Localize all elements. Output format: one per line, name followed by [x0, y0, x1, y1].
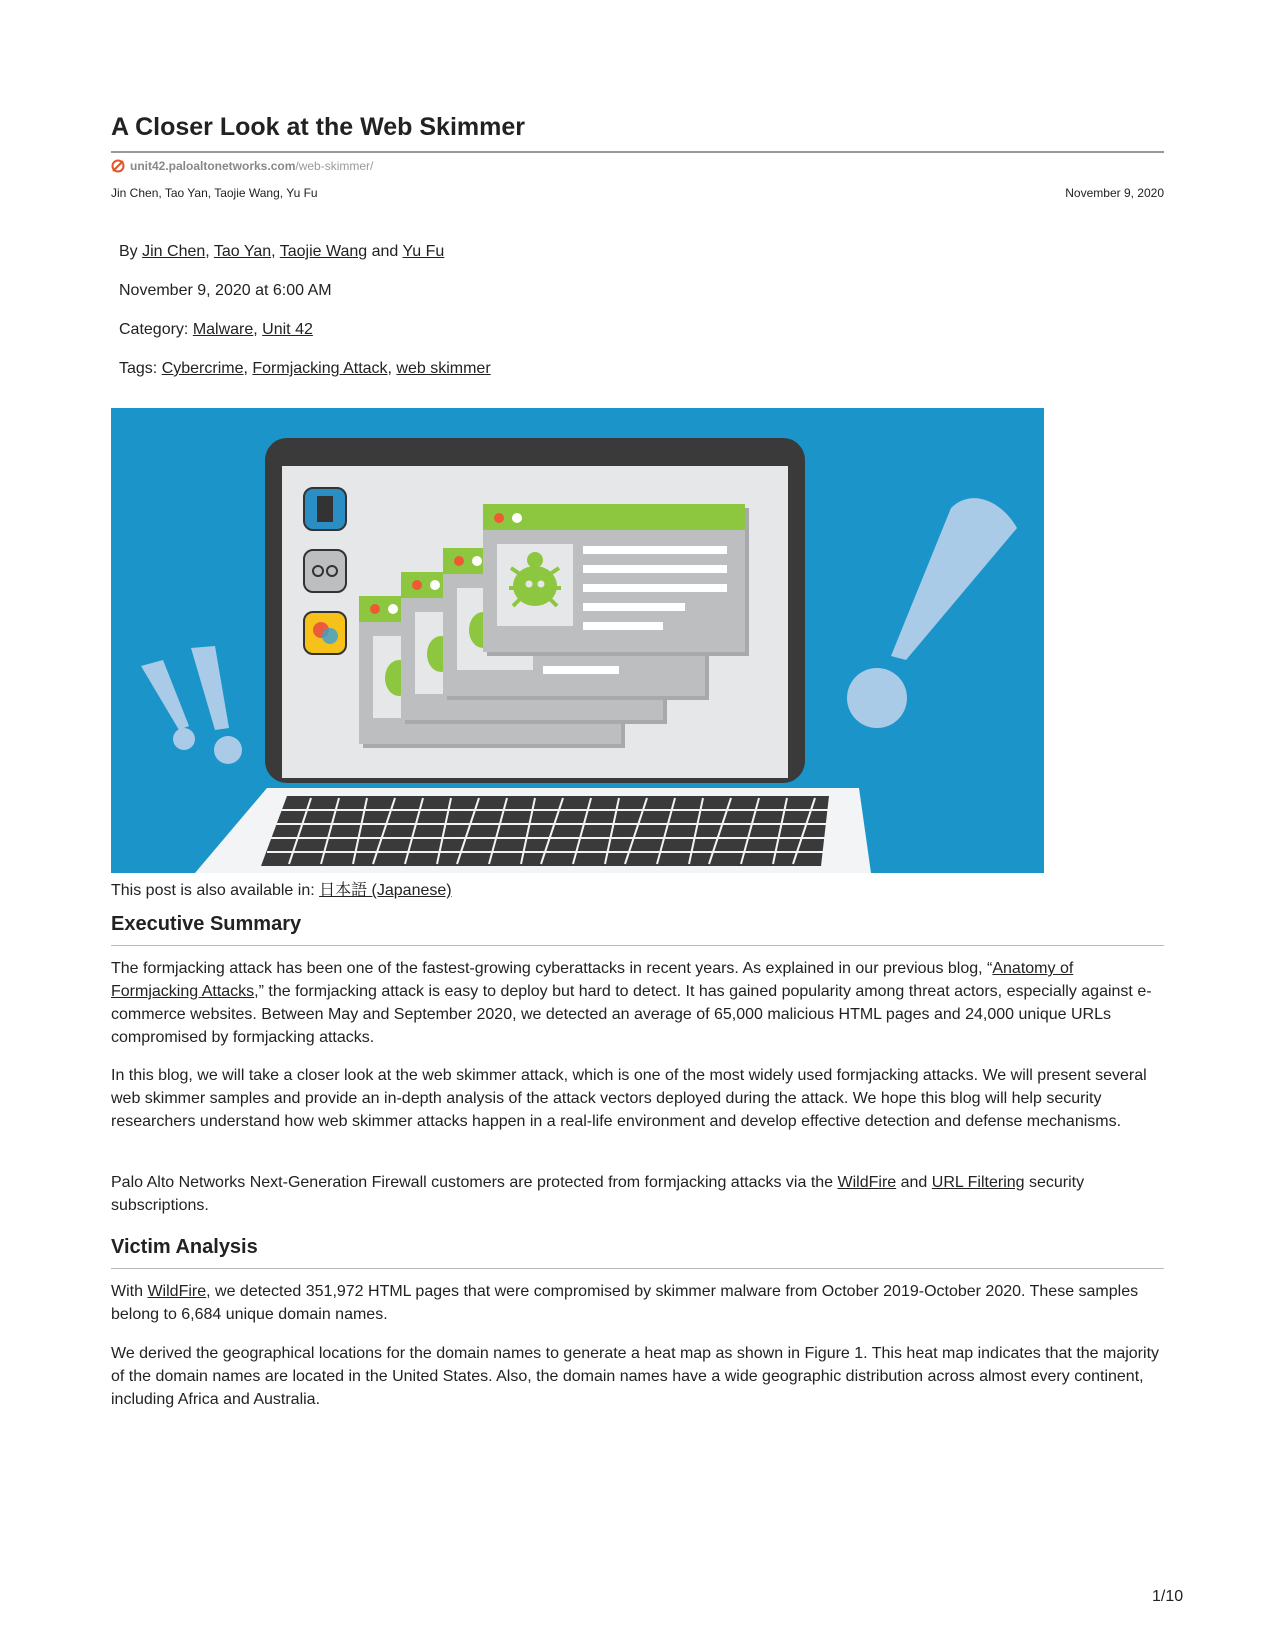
text-run: , we detected 351,972 HTML pages that were compromised by skimmer malware from October 2019-October 2020. These samples belong to 6,684 unique domain names. [111, 1283, 1139, 1323]
tag-link-web-skimmer[interactable]: web skimmer [396, 360, 491, 377]
tag-separator: , [243, 360, 253, 377]
category-separator: , [253, 321, 263, 338]
glasses-icon [304, 550, 346, 592]
header-authors: Jin Chen, Tao Yan, Taojie Wang, Yu Fu [111, 186, 318, 200]
text-run: With [111, 1283, 148, 1300]
text-run: ,” the formjacking attack is easy to deploy but hard to detect. It has gained popularity among threat actors, especially against e-commerce websites. Between May and September 2020, we detected an average of 65,000 malicious HTML pages and 24,000 unique URLs compromised by formjacking attacks. [111, 983, 1152, 1046]
document-title: A Closer Look at the Web Skimmer [111, 113, 525, 141]
byline-separator: , [271, 243, 280, 260]
author-link-yu-fu[interactable]: Yu Fu [402, 243, 445, 260]
wildfire-link[interactable]: WildFire [147, 1283, 207, 1300]
malware-window [483, 504, 749, 656]
victim-paragraph-1 [111, 1280, 1164, 1326]
japanese-translation-link[interactable]: 日本語 (Japanese) [319, 882, 452, 899]
victim-analysis-heading: Victim Analysis [111, 1236, 258, 1258]
category-link-unit42[interactable]: Unit 42 [262, 321, 313, 338]
section-divider [111, 1268, 1164, 1269]
text-run: Palo Alto Networks Next-Generation Firewall customers are protected from formjacking attacks via the [111, 1174, 838, 1191]
executive-summary-heading: Executive Summary [111, 913, 302, 935]
source-url[interactable] [111, 159, 373, 173]
header-date: November 9, 2020 [1065, 186, 1164, 200]
text-run: and [896, 1174, 932, 1191]
byline-separator: , [205, 243, 214, 260]
url-domain: unit42.paloaltonetworks.com [130, 159, 296, 173]
url-filtering-link[interactable]: URL Filtering [931, 1174, 1025, 1191]
text-run: The formjacking attack has been one of the fastest-growing cyberattacks in recent years. As explained in our previous blog, “ [111, 960, 993, 977]
text-run: security subscriptions. [111, 1174, 1085, 1214]
page-number: 1/10 [1152, 1588, 1184, 1605]
author-link-taojie-wang[interactable]: Taojie Wang [279, 243, 368, 260]
language-prefix: This post is also available in: [111, 882, 320, 899]
tag-separator: , [387, 360, 397, 377]
category-link-malware[interactable]: Malware [192, 321, 254, 338]
section-divider [111, 945, 1164, 946]
victim-paragraph-2: We derived the geographical locations for the domain names to generate a heat map as shown in Figure 1. This heat map indicates that the majority of the domain names are located in the United States. Also, the domain names have a wide geographic distribution across almost every continent, including Africa and Australia. [111, 1345, 1160, 1408]
title-divider [111, 151, 1164, 153]
tags-label: Tags: [119, 360, 162, 377]
exec-paragraph-2: In this blog, we will take a closer look at the web skimmer attack, which is one of the most widely used formjacking attacks. We will present several web skimmer samples and provide an in-depth analysis of the attack vectors deployed during the attack. We hope this blog will help security researchers understand how web skimmer attacks happen in a real-life environment and develop effective detection and defense mechanisms. [111, 1067, 1147, 1130]
language-availability [111, 877, 452, 900]
anatomy-formjacking-link[interactable]: Anatomy of Formjacking Attacks [111, 960, 1074, 1000]
url-path: /web-skimmer/ [295, 159, 374, 173]
byline-prefix: By [119, 243, 143, 260]
category-line [119, 321, 313, 339]
exec-paragraph-3 [111, 1171, 1164, 1217]
category-label: Category: [119, 321, 193, 338]
byline-separator: and [367, 243, 403, 260]
tags-line [119, 360, 491, 378]
exec-paragraph-1 [111, 957, 1164, 1049]
tag-link-cybercrime[interactable]: Cybercrime [161, 360, 244, 377]
byline [119, 243, 444, 261]
unit42-logo-icon [111, 159, 125, 173]
hero-illustration [111, 408, 1044, 873]
tag-link-formjacking-attack[interactable]: Formjacking Attack [252, 360, 388, 377]
published-date: November 9, 2020 at 6:00 AM [119, 282, 332, 299]
author-link-tao-yan[interactable]: Tao Yan [213, 243, 272, 260]
wildfire-link[interactable]: WildFire [837, 1174, 897, 1191]
author-link-jin-chen[interactable]: Jin Chen [142, 243, 206, 260]
